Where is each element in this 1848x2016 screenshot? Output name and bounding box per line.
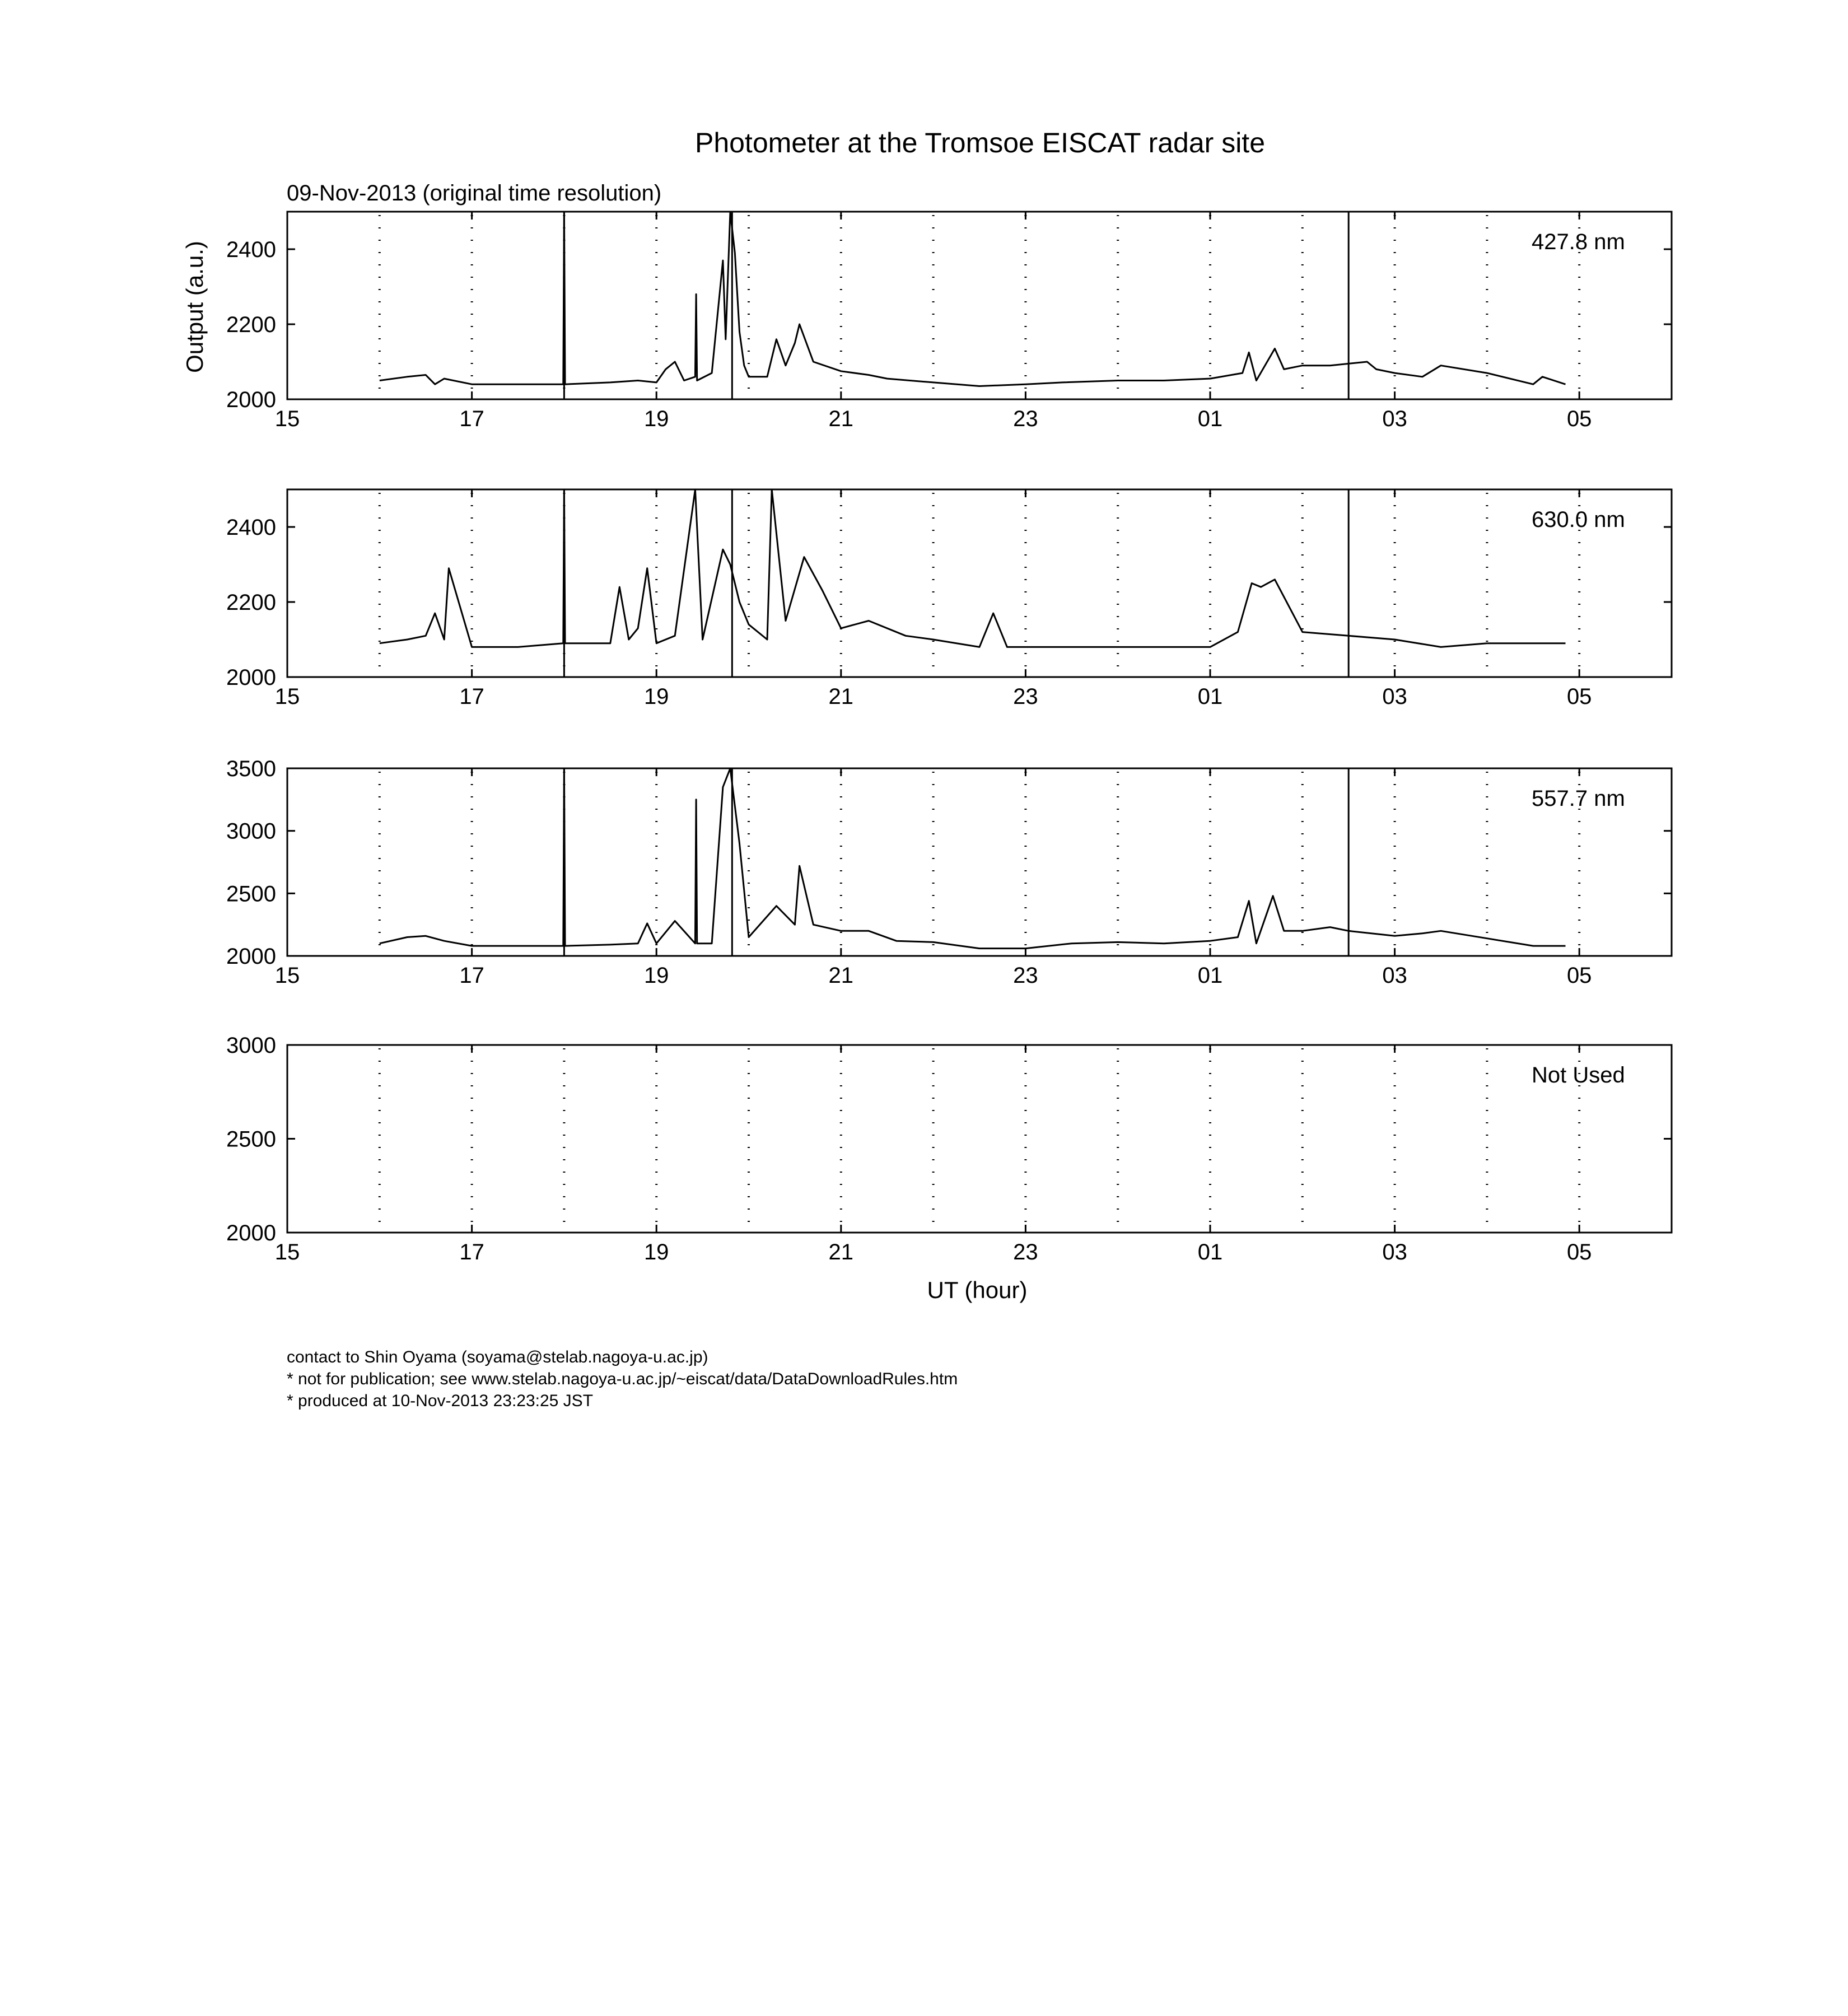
x-axis-label: UT (hour) [927, 1277, 1028, 1303]
y-tick-label: 2200 [226, 312, 276, 337]
panel-4 [226, 1033, 1672, 1264]
panel-label: 557.7 nm [1532, 786, 1625, 811]
x-tick-label: 01 [1197, 1240, 1223, 1264]
x-tick-label: 03 [1382, 963, 1407, 988]
x-tick-label: 03 [1382, 1240, 1407, 1264]
y-tick-label: 2000 [226, 944, 276, 969]
panel-frame [287, 768, 1672, 956]
chart-subtitle: 09-Nov-2013 (original time resolution) [287, 181, 662, 206]
x-tick-label: 03 [1382, 684, 1407, 709]
y-tick-label: 2000 [226, 388, 276, 412]
x-tick-label: 15 [274, 407, 300, 431]
x-tick-label: 05 [1566, 963, 1592, 988]
x-tick-label: 17 [459, 407, 484, 431]
x-tick-label: 05 [1566, 1240, 1592, 1264]
x-tick-label: 19 [643, 407, 669, 431]
panel-frame [287, 212, 1672, 399]
panel-2 [226, 489, 1672, 709]
panel-frame [287, 489, 1672, 677]
x-tick-label: 23 [1013, 407, 1038, 431]
x-tick-label: 21 [828, 1240, 854, 1264]
series-line-1 [380, 212, 1566, 386]
x-tick-label: 19 [643, 684, 669, 709]
y-tick-label: 3500 [226, 757, 276, 781]
panel-label: 427.8 nm [1532, 230, 1625, 254]
chart-title: Photometer at the Tromsoe EISCAT radar site [694, 127, 1266, 158]
y-tick-label: 2500 [226, 1127, 276, 1152]
x-tick-label: 15 [274, 963, 300, 988]
series-line-3 [380, 768, 1566, 949]
y-tick-label: 2200 [226, 590, 276, 615]
x-tick-label: 05 [1566, 407, 1592, 431]
y-axis-label: Output (a.u.) [181, 241, 208, 373]
x-tick-label: 05 [1566, 684, 1592, 709]
x-tick-label: 23 [1013, 684, 1038, 709]
y-tick-label: 3000 [226, 1033, 276, 1058]
x-tick-label: 01 [1197, 684, 1223, 709]
x-tick-label: 03 [1382, 407, 1407, 431]
y-tick-label: 2400 [226, 515, 276, 540]
footer-notes [287, 1346, 1407, 1412]
series-line-2 [380, 489, 1566, 647]
x-tick-label: 19 [643, 1240, 669, 1264]
y-tick-label: 3000 [226, 819, 276, 844]
x-tick-label: 21 [828, 407, 854, 431]
panel-frame [287, 1045, 1672, 1233]
panels [226, 212, 1672, 1264]
panel-label: Not Used [1532, 1063, 1625, 1088]
x-tick-label: 17 [459, 1240, 484, 1264]
panel-label: 630.0 nm [1532, 507, 1625, 532]
x-tick-label: 17 [459, 684, 484, 709]
panel-1 [226, 212, 1672, 431]
x-tick-label: 21 [828, 963, 854, 988]
y-tick-label: 2500 [226, 881, 276, 907]
x-tick-label: 01 [1197, 963, 1223, 988]
x-tick-label: 17 [459, 963, 484, 988]
produced-note: * produced at 10-Nov-2013 23:23:25 JST [287, 1392, 594, 1410]
x-tick-label: 19 [643, 963, 669, 988]
x-tick-label: 23 [1013, 1240, 1038, 1264]
y-tick-label: 2400 [226, 237, 276, 262]
y-tick-label: 2000 [226, 665, 276, 690]
publication-note: * not for publication; see www.stelab.nagoya-u.ac.jp/~eiscat/data/DataDownloadRules.htm [287, 1370, 958, 1388]
x-tick-label: 15 [274, 684, 300, 709]
contact-note: contact to Shin Oyama (soyama@stelab.nagoya-u.ac.jp) [287, 1348, 708, 1366]
x-tick-label: 21 [828, 684, 854, 709]
x-tick-label: 15 [274, 1240, 300, 1264]
x-tick-label: 01 [1197, 407, 1223, 431]
panel-3 [226, 757, 1672, 988]
y-tick-label: 2000 [226, 1221, 276, 1245]
x-tick-label: 23 [1013, 963, 1038, 988]
